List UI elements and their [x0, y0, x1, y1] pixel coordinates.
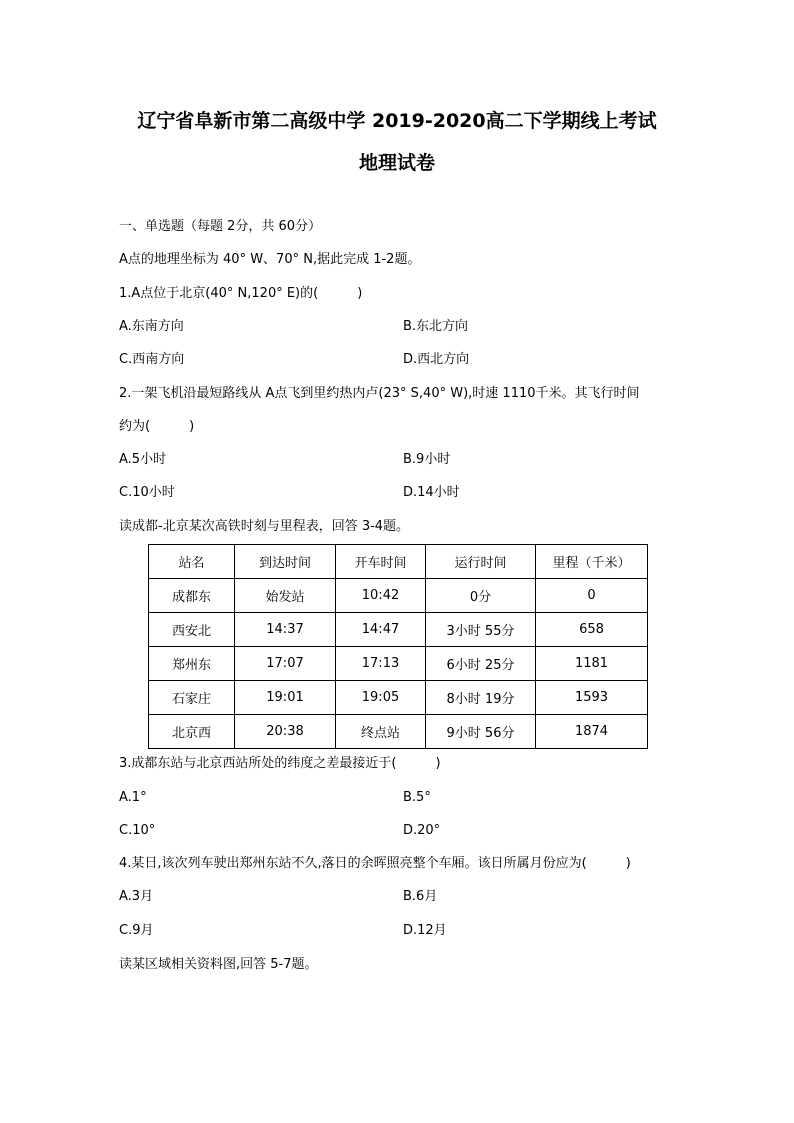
table-cell: 6小时 25分	[426, 647, 536, 681]
table-cell: 1593	[536, 681, 648, 715]
question-4-stem: 4.某日,该次列车驶出郑州东站不久,落日的余晖照亮整个车厢。该日所属月份应为( )	[119, 856, 631, 871]
table-cell: 20:38	[235, 715, 336, 749]
question-1-option-b: B.东北方向	[403, 319, 469, 334]
question-4-option-b: B.6月	[403, 889, 438, 904]
table-cell: 19:01	[235, 681, 336, 715]
table-cell: 10:42	[336, 579, 426, 613]
table-cell: 658	[536, 613, 648, 647]
question-3-option-b: B.5°	[403, 790, 431, 805]
question-3-option-a: A.1°	[119, 790, 147, 805]
table-cell: 石家庄	[149, 681, 235, 715]
table-cell: 19:05	[336, 681, 426, 715]
table-cell: 0分	[426, 579, 536, 613]
exam-subtitle: 地理试卷	[358, 152, 435, 174]
table-row	[149, 613, 648, 647]
table-cell: 9小时 56分	[426, 715, 536, 749]
table-cell: 1874	[536, 715, 648, 749]
column-header: 运行时间	[426, 545, 536, 579]
question-2-stem: 2.一架飞机沿最短路线从 A点飞到里约热内卢(23° S,40° W),时速 1110千米。其飞行时间	[119, 386, 640, 401]
table-cell: 17:13	[336, 647, 426, 681]
question-4-option-c: C.9月	[119, 923, 154, 938]
table-row	[149, 647, 648, 681]
column-header: 里程（千米）	[536, 545, 648, 579]
table-cell: 成都东	[149, 579, 235, 613]
train-timetable	[148, 544, 648, 749]
exam-title: 辽宁省阜新市第二高级中学 2019-2020高二下学期线上考试	[137, 110, 657, 132]
question-4-option-a: A.3月	[119, 889, 154, 904]
table-cell: 14:37	[235, 613, 336, 647]
table-row	[149, 579, 648, 613]
question-2-option-a: A.5小时	[119, 452, 167, 467]
table-cell: 17:07	[235, 647, 336, 681]
table-cell: 14:47	[336, 613, 426, 647]
question-4-option-d: D.12月	[403, 923, 447, 938]
section-heading: 一、单选题（每题 2分，共 60分）	[119, 219, 322, 234]
table-cell: 始发站	[235, 579, 336, 613]
table-cell: 8小时 19分	[426, 681, 536, 715]
question-1-option-a: A.东南方向	[119, 319, 184, 334]
question-2-option-d: D.14小时	[403, 485, 460, 500]
question-3-option-d: D.20°	[403, 823, 441, 838]
question-1-option-d: D.西北方向	[403, 352, 470, 367]
question-intro: 读某区域相关资料图,回答 5-7题。	[119, 957, 318, 972]
table-cell: 终点站	[336, 715, 426, 749]
column-header: 站名	[149, 545, 235, 579]
table-row	[149, 715, 648, 749]
table-cell: 郑州东	[149, 647, 235, 681]
question-intro: 读成都-北京某次高铁时刻与里程表，回答 3-4题。	[119, 519, 410, 534]
table-cell: 1181	[536, 647, 648, 681]
question-1-stem: 1.A点位于北京(40° N,120° E)的( )	[119, 286, 363, 301]
table-header-row	[149, 545, 648, 579]
table-cell: 3小时 55分	[426, 613, 536, 647]
table-cell: 0	[536, 579, 648, 613]
table-cell: 北京西	[149, 715, 235, 749]
question-intro: A点的地理坐标为 40° W、70° N,据此完成 1-2题。	[119, 252, 421, 267]
table-row	[149, 681, 648, 715]
column-header: 开车时间	[336, 545, 426, 579]
table-cell: 西安北	[149, 613, 235, 647]
question-2-option-b: B.9小时	[403, 452, 451, 467]
column-header: 到达时间	[235, 545, 336, 579]
question-3-stem: 3.成都东站与北京西站所处的纬度之差最接近于( )	[119, 756, 441, 771]
question-1-option-c: C.西南方向	[119, 352, 185, 367]
question-2-option-c: C.10小时	[119, 485, 175, 500]
question-3-option-c: C.10°	[119, 823, 156, 838]
question-2-stem-continued: 约为( )	[119, 419, 195, 434]
